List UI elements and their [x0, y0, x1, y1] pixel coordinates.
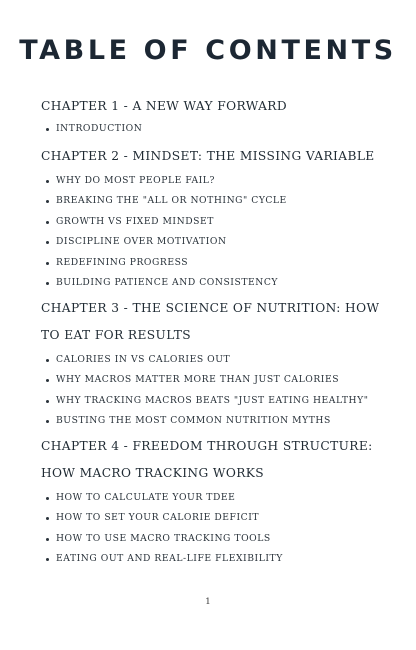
list-item: GROWTH VS FIXED MINDSET	[41, 212, 391, 233]
list-item: REDEFINING PROGRESS	[41, 253, 391, 274]
page-title: TABLE OF CONTENTS	[19, 35, 397, 66]
table-of-contents	[41, 93, 391, 570]
list-item: HOW TO SET YOUR CALORIE DEFICIT	[41, 508, 391, 529]
chapter-3-list	[41, 350, 391, 432]
list-item: BUSTING THE MOST COMMON NUTRITION MYTHS	[41, 411, 391, 432]
list-item: INTRODUCTION	[41, 119, 391, 140]
list-item: HOW TO CALCULATE YOUR TDEE	[41, 488, 391, 509]
list-item: BREAKING THE "ALL OR NOTHING" CYCLE	[41, 191, 391, 212]
chapter-3-heading: CHAPTER 3 - THE SCIENCE OF NUTRITION: HOW TO EAT FOR RESULTS	[41, 300, 380, 342]
list-item: WHY TRACKING MACROS BEATS "JUST EATING HEALTHY"	[41, 391, 391, 412]
list-item: DISCIPLINE OVER MOTIVATION	[41, 232, 391, 253]
chapter-2-heading: CHAPTER 2 - MINDSET: THE MISSING VARIABLE	[41, 148, 375, 163]
list-item: WHY MACROS MATTER MORE THAN JUST CALORIES	[41, 370, 391, 391]
list-item: BUILDING PATIENCE AND CONSISTENCY	[41, 273, 391, 294]
chapter-4-heading: CHAPTER 4 - FREEDOM THROUGH STRUCTURE: HOW MACRO TRACKING WORKS	[41, 438, 373, 480]
list-item: CALORIES IN VS CALORIES OUT	[41, 350, 391, 371]
list-item: HOW TO USE MACRO TRACKING TOOLS	[41, 529, 391, 550]
chapter-1-heading: CHAPTER 1 - A NEW WAY FORWARD	[41, 99, 288, 113]
chapter-1-list	[41, 119, 391, 140]
list-item: WHY DO MOST PEOPLE FAIL?	[41, 171, 391, 192]
chapter-2-list	[41, 171, 391, 294]
list-item: EATING OUT AND REAL-LIFE FLEXIBILITY	[41, 549, 391, 570]
page-number: 1	[205, 597, 211, 607]
chapter-4-list	[41, 488, 391, 570]
